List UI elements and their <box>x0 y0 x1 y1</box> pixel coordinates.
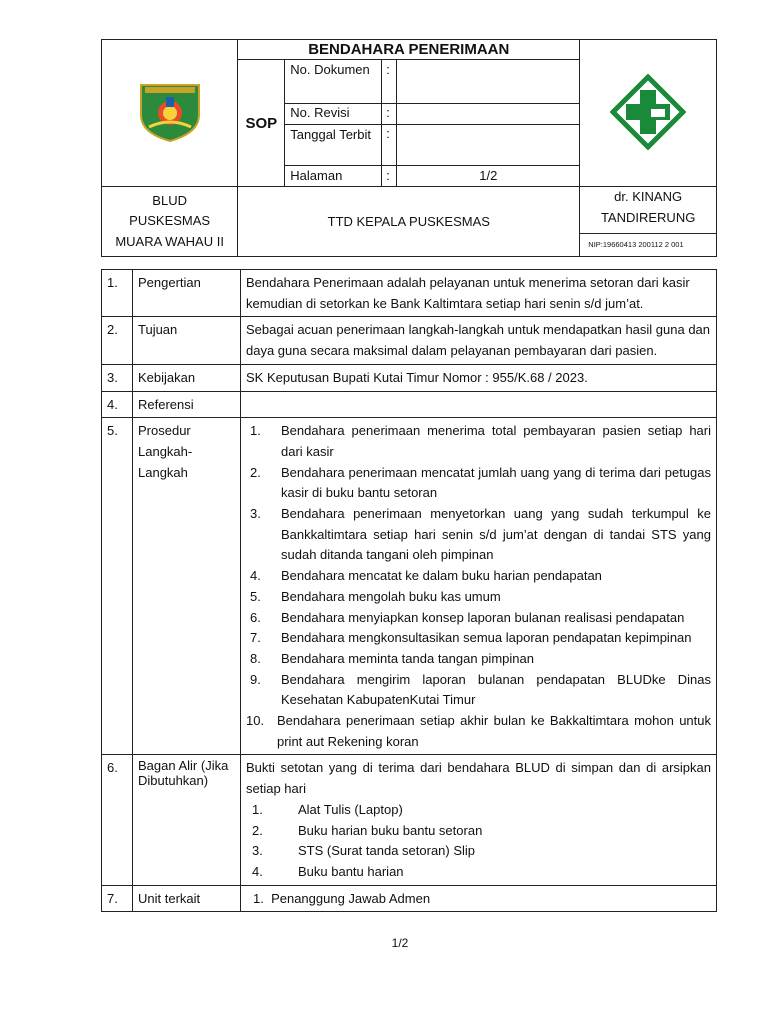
head-cell <box>580 187 717 257</box>
prosedur-label-line-2: Langkah- <box>138 443 193 459</box>
row-text: Sebagai acuan penerimaan langkah-langkah untuk mendapatkan hasil guna dan daya guna secara maksimal dalam pelayanan pembayaran dari pasien. <box>241 317 717 364</box>
item-number: 1. <box>252 801 263 817</box>
field-label-halaman: Halaman <box>285 165 382 186</box>
prosedur-label-line-1: Prosedur <box>138 423 191 439</box>
title-cell <box>238 40 580 187</box>
step-text: Bendahara penerimaan menerima total pembayaran pasien setiap hari dari kasir <box>281 423 711 459</box>
step-text: Bendahara mengolah buku kas umum <box>281 588 501 604</box>
step-text: Bendahara mengirim laporan bulanan pendapatan BLUDke Dinas Kesehatan KabupatenKutai Timur <box>281 671 711 708</box>
row-label: Pengertian <box>133 270 241 317</box>
logo-cell <box>102 40 238 187</box>
row-label <box>133 418 241 755</box>
item-number: 2. <box>252 822 263 838</box>
item-text: Alat Tulis (Laptop) <box>298 801 403 817</box>
nip: NIP:19660413 200112 2 001 <box>580 233 716 256</box>
org-line-3: MUARA WAHAU II <box>115 233 224 249</box>
row-number: 5. <box>102 418 133 755</box>
item-number: 3. <box>252 843 263 859</box>
list-item <box>246 463 711 504</box>
table-row <box>102 885 717 912</box>
item-text: STS (Surat tanda setoran) Slip <box>298 843 476 859</box>
signature-cell: TTD KEPALA PUSKESMAS <box>238 187 580 257</box>
field-colon: : <box>382 103 397 124</box>
row-text <box>241 391 717 418</box>
field-colon: : <box>382 124 397 165</box>
table-row <box>102 418 717 755</box>
step-text: Bendahara penerimaan menyetorkan uang yang sudah terkumpul ke Bankkaltimtara setiap hari senin s/d jum’at dengan di tandai STS yang sudah ditanda tangani oleh pimpinan <box>281 506 711 563</box>
step-number: 5. <box>250 588 261 604</box>
step-number: 3. <box>250 506 261 522</box>
row-label: Bagan Alir (Jika Dibutuhkan) <box>133 755 241 885</box>
document-title: BENDAHARA PENERIMAAN <box>238 40 579 60</box>
list-item <box>246 566 711 587</box>
list-item <box>246 587 711 608</box>
step-text: Bendahara menyiapkan konsep laporan bulanan realisasi pendapatan <box>281 609 685 625</box>
list-item <box>246 649 711 670</box>
step-number: 8. <box>250 650 261 666</box>
list-item <box>246 821 711 842</box>
list-item <box>246 628 711 649</box>
organization-cell <box>102 187 238 257</box>
bagan-intro: Bukti setotan yang di terima dari bendahara BLUD di simpan dan di arsipkan setiap hari <box>246 760 711 797</box>
table-row <box>102 317 717 364</box>
item-text: Buku bantu harian <box>298 863 404 879</box>
row-number: 2. <box>102 317 133 364</box>
field-label-no-dokumen: No. Dokumen <box>285 60 382 103</box>
sop-header <box>101 39 717 255</box>
step-number: 2. <box>250 464 261 480</box>
step-text: Bendahara meminta tanda tangan pimpinan <box>281 650 534 666</box>
row-label: Kebijakan <box>133 364 241 391</box>
step-number: 6. <box>250 609 261 625</box>
row-label: Referensi <box>133 391 241 418</box>
step-text: Bendahara penerimaan mencatat jumlah uang yang di terima dari petugas kasir di buku bantu setoran <box>281 464 711 501</box>
field-value-halaman: 1/2 <box>397 165 580 186</box>
document-fields <box>285 60 579 186</box>
page-number: 1/2 <box>391 936 409 950</box>
row-text: SK Keputusan Bupati Kutai Timur Nomor : 955/K.68 / 2023. <box>241 364 717 391</box>
row-number: 4. <box>102 391 133 418</box>
bagan-items <box>246 800 711 883</box>
row-number: 1. <box>102 270 133 317</box>
field-value-no-dokumen <box>397 60 580 103</box>
row-number: 7. <box>102 885 133 912</box>
list-item <box>246 608 711 629</box>
unit-item: 1. Penanggung Jawab Admen <box>241 885 717 912</box>
step-text: Bendahara penerimaan setiap akhir bulan ke Bakkaltimtara mohon untuk print aut Rekening koran <box>277 713 711 749</box>
header-table <box>101 39 717 257</box>
field-label-tanggal-terbit: Tanggal Terbit <box>285 124 382 165</box>
prosedur-label-line-3: Langkah <box>138 464 188 480</box>
bagan-cell <box>241 755 717 885</box>
list-item <box>246 670 711 711</box>
step-number: 9. <box>250 671 261 687</box>
list-item <box>246 841 711 862</box>
step-number: 7. <box>250 630 261 646</box>
row-text: Bendahara Penerimaan adalah pelayanan untuk menerima setoran dari kasir kemudian di setorkan ke Bank Kaltimtara setiap hari senin s/d jum’at. <box>241 270 717 317</box>
head-name-line-1: dr. KINANG <box>614 189 683 204</box>
kutai-timur-logo <box>135 81 205 143</box>
field-value-tanggal-terbit <box>397 124 580 165</box>
sop-content-table <box>101 269 717 912</box>
step-number: 10. <box>246 713 265 729</box>
step-text: Bendahara mencatat ke dalam buku harian pendapatan <box>281 568 602 584</box>
step-text: Bendahara mengkonsultasikan semua laporan pendapatan kepimpinan <box>281 630 692 646</box>
list-item <box>246 862 711 883</box>
org-line-2: PUSKESMAS <box>129 213 211 229</box>
org-line-1: BLUD <box>152 192 187 208</box>
procedure-steps <box>246 421 711 752</box>
puskesmas-logo <box>610 74 686 150</box>
step-number: 4. <box>250 568 261 584</box>
item-text: Buku harian buku bantu setoran <box>298 822 483 838</box>
head-name-line-2: TANDIRERUNG <box>600 209 696 225</box>
field-colon: : <box>382 60 397 103</box>
list-item <box>246 504 711 566</box>
row-number: 6. <box>102 755 133 885</box>
table-row <box>102 755 717 885</box>
row-label: Unit terkait <box>133 885 241 912</box>
list-item <box>246 800 711 821</box>
sop-label: SOP <box>238 60 285 186</box>
step-number: 1. <box>250 423 261 439</box>
table-row <box>102 364 717 391</box>
table-row <box>102 270 717 317</box>
list-item <box>246 421 711 462</box>
list-item <box>246 711 711 752</box>
health-logo-cell <box>580 40 717 187</box>
field-label-no-revisi: No. Revisi <box>285 103 382 124</box>
row-number: 3. <box>102 364 133 391</box>
field-colon: : <box>382 165 397 186</box>
field-value-no-revisi <box>397 103 580 124</box>
row-label: Tujuan <box>133 317 241 364</box>
procedure-steps-cell <box>241 418 717 755</box>
head-name <box>580 187 716 233</box>
table-row <box>102 391 717 418</box>
item-number: 4. <box>252 863 263 879</box>
